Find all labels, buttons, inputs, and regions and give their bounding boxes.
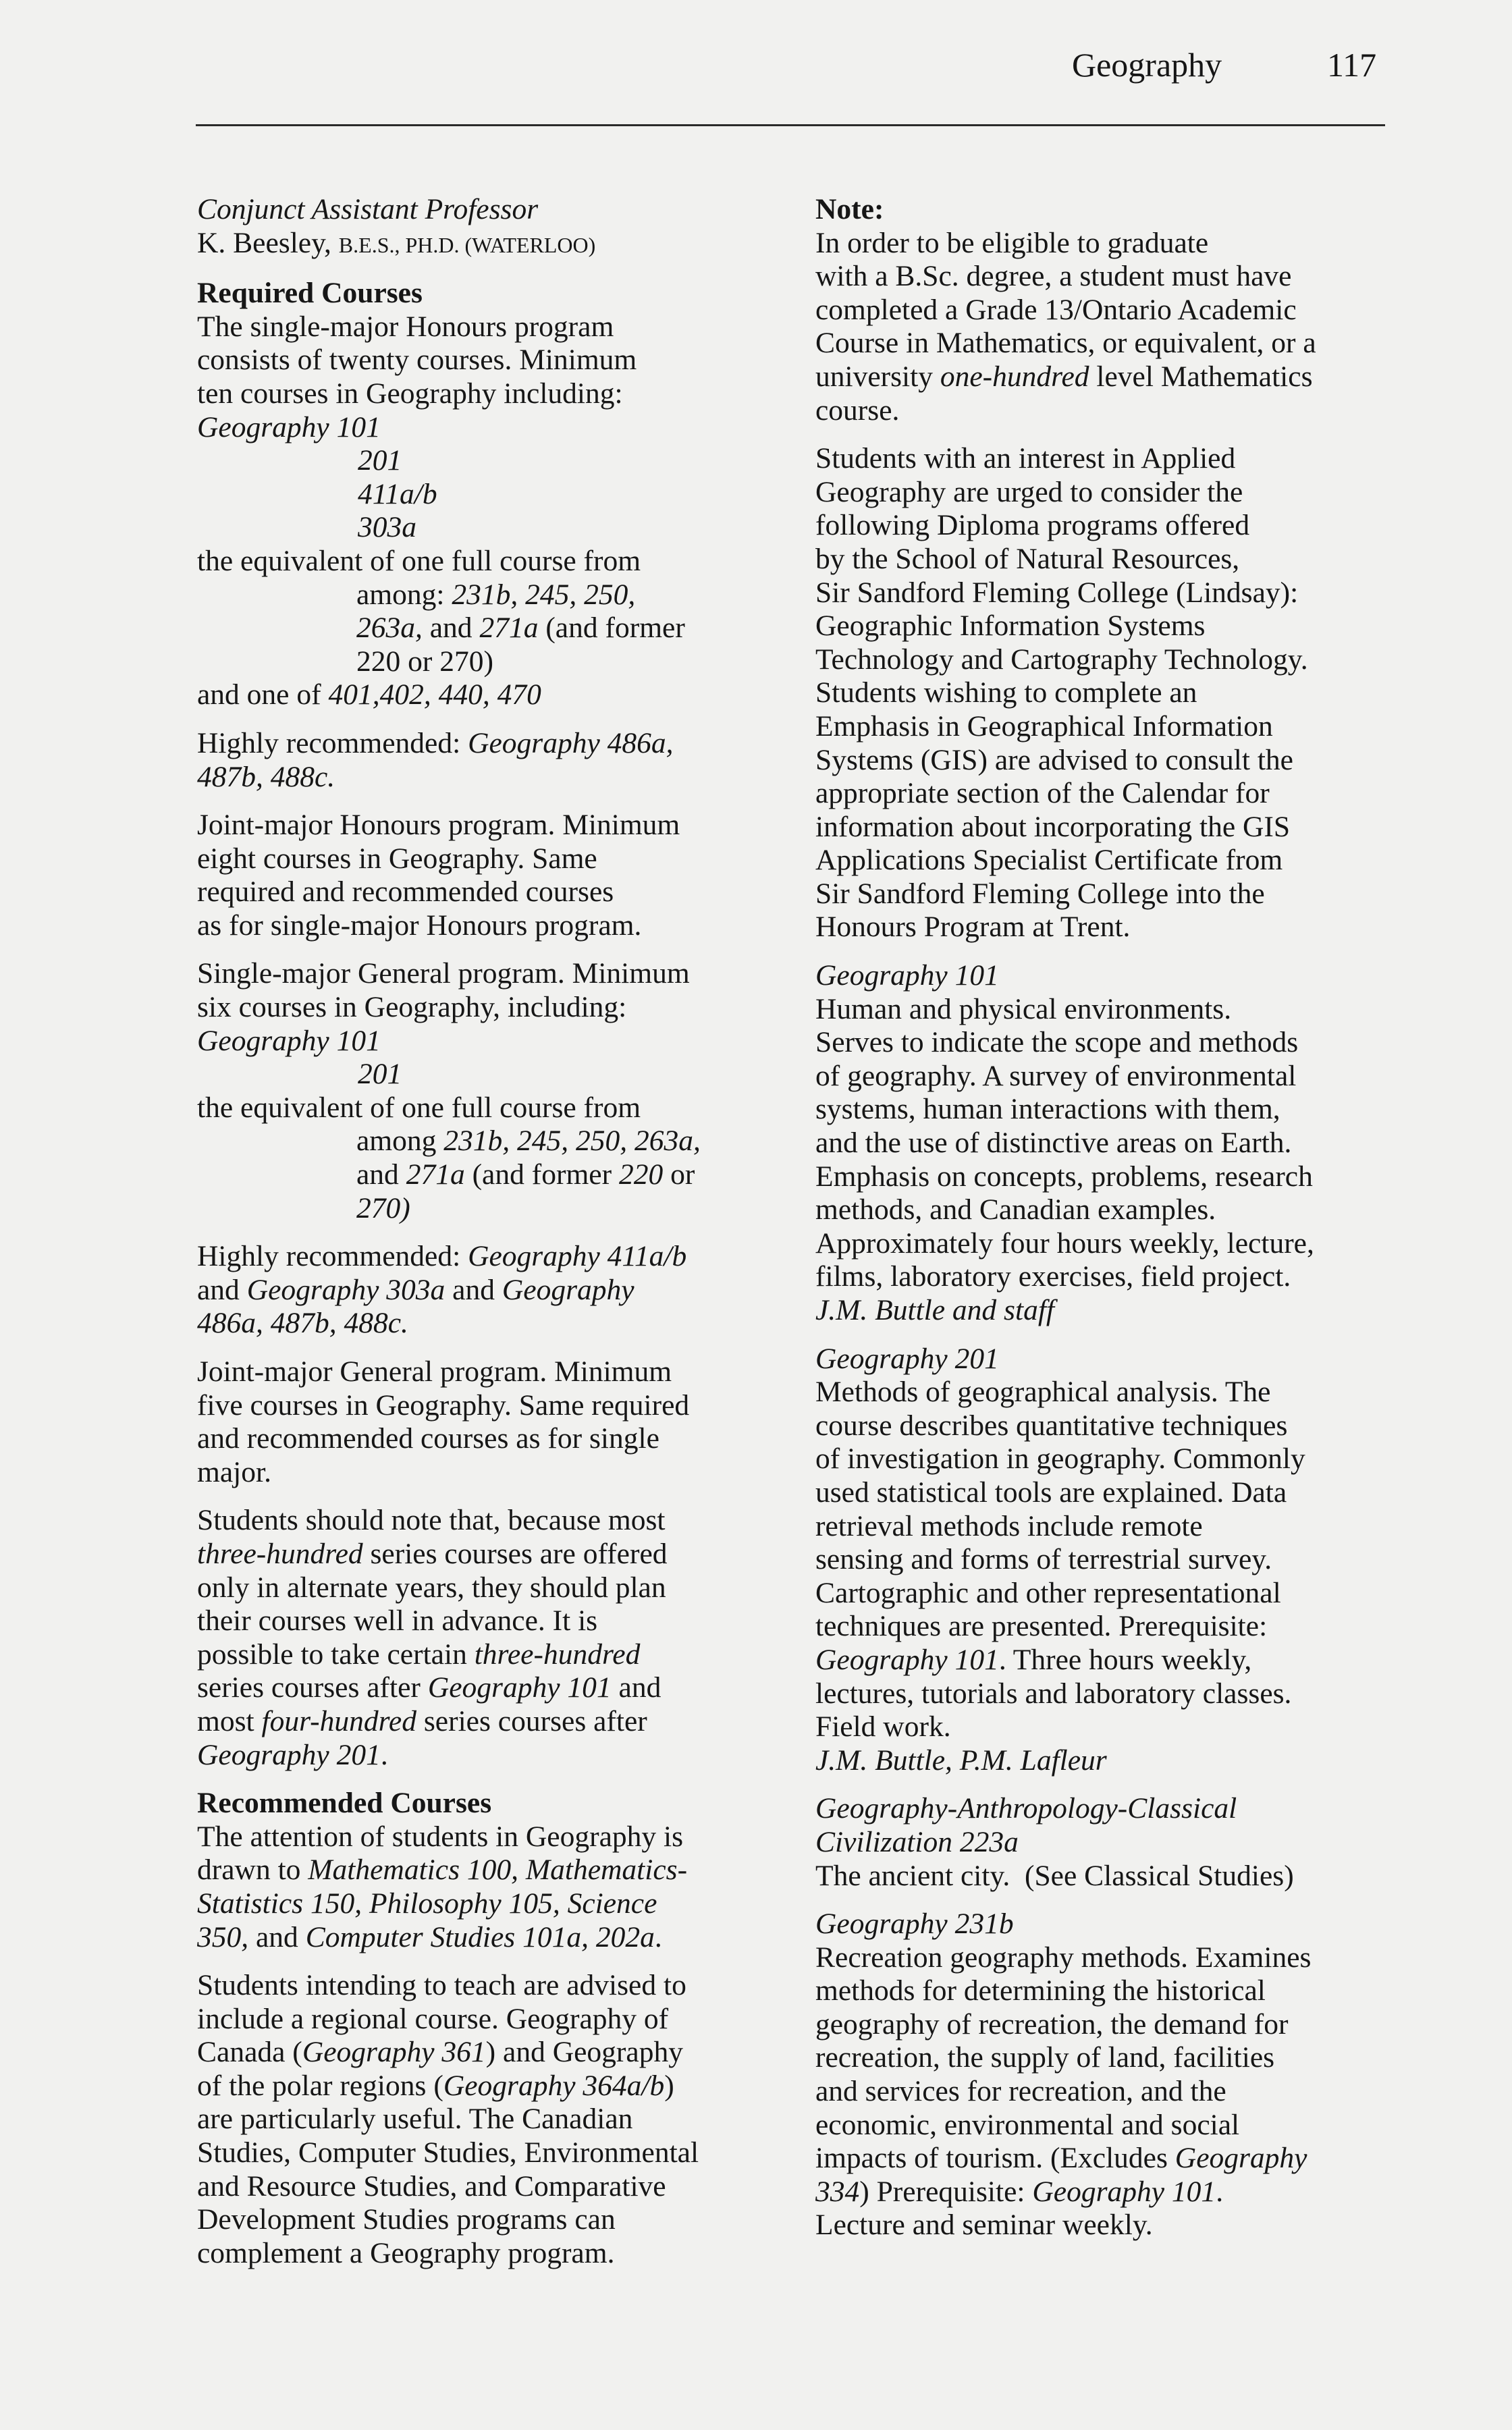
course-title: Geography-Anthropology-Classical: [815, 1792, 1237, 1825]
teaching-advice-paragraph: Students intending to teach are advised to include a regional course. Geography of Canada (Geography 361) and Geography of the polar regions (Geography 364a/b) are particularly useful. The Canadian Studies, Computer Studies, Environmental and Resource Studies, and Comparative Development Studies programs can complement a Geography program.: [197, 1969, 699, 2269]
course-geography-231b: Geography 231b Recreation geography methods. Examines methods for determining the historical geography of recreation, the demand for recreation, the supply of land, facilities and services for recreation, and the economic, environmental and social impacts of tourism. (Excludes Geography 334) Prerequisite: Geography 101. Lecture and seminar weekly.: [815, 1908, 1396, 2242]
course-geography-101: Geography 101 Human and physical environments. Serves to indicate the scope and methods of geography. A survey of environmental systems, human interactions with them, and the use of distinctive areas on Earth. Emphasis on concepts, problems, research methods, and Canadian examples. Approximately four hours weekly, lecture, films, laboratory exercises, field project. J.M. Buttle and staff: [815, 959, 1396, 1328]
course-title: Civilization 223a: [815, 1825, 1019, 1858]
course-geography-223a: Geography-Anthropology-Classical Civilization 223a The ancient city. (See Classical Studies): [815, 1792, 1396, 1893]
required-among-line: 263a, and 271a (and former: [356, 612, 685, 645]
course-title: Geography 231b: [815, 1908, 1014, 1941]
required-intro-line: The single-major Honours program: [197, 310, 614, 343]
applied-geography-paragraph: Students with an interest in Applied Geography are urged to consider the following Diploma programs offered by the School of Natural Resources, Sir Sandford Fleming College (Lindsay): Geographic Information Systems Technology and Cartography Technology. Students wishing to complete an Emphasis in Geographical Information Systems (GIS) are advised to consult the appropriate section of the Calendar for information about incorporating the GIS Applications Specialist Certificate from Sir Sandford Fleming College into the Honours Program at Trent.: [815, 442, 1308, 944]
note-heading: Note:: [815, 193, 884, 225]
required-among-line: 220 or 270): [356, 645, 493, 678]
joint-major-general-paragraph: Joint-major General program. Minimum five courses in Geography. Same required and recommended courses as for single major.: [197, 1355, 690, 1488]
recommended-courses-section: Recommended Courses The attention of students in Geography is drawn to Mathematics 100, Mathematics- Statistics 150, Philosophy 105, Science 350, and Computer Studies 101a, 202a.: [197, 1787, 791, 1954]
faculty-name: K. Beesley, B.E.S., PH.D. (WATERLOO): [197, 226, 596, 259]
note-section: Note: In order to be eligible to graduate with a B.Sc. degree, a student must have completed a Grade 13/Ontario Academic Course in Mathematics, or equivalent, or a university one-hundred level Mathematics course.: [815, 193, 1396, 427]
required-courses-heading: Required Courses: [197, 277, 423, 310]
recommended-courses-heading: Recommended Courses: [197, 1787, 492, 1820]
required-equivalent-line: the equivalent of one full course from: [197, 544, 641, 577]
course-title: Geography 101: [815, 959, 999, 992]
single-major-general-section: Single-major General program. Minimum six courses in Geography, including: Geography 101 201 the equivalent of one full course from among 231b, 245, 250, 263a, and 271a (and former 220 or 270): [197, 957, 791, 1225]
required-course: 303a: [358, 511, 416, 544]
page-number: 117: [1327, 46, 1377, 84]
general-course: Geography 101: [197, 1024, 381, 1057]
three-hundred-series-note: Students should note that, because most three-hundred series courses are offered only in alternate years, they should plan their courses well in advance. It is possible to take certain three-hundred series courses after Geography 101 and most four-hundred series courses after Geography 201.: [197, 1504, 668, 1771]
highly-recommended-general: Highly recommended: Geography 411a/b and Geography 303a and Geography 486a, 487b, 488c.: [197, 1240, 687, 1340]
faculty-role: Conjunct Assistant Professor: [197, 193, 539, 225]
faculty-entry: [197, 193, 791, 262]
course-instructors: J.M. Buttle and staff: [815, 1294, 1054, 1326]
course-instructors: J.M. Buttle, P.M. Lafleur: [815, 1744, 1107, 1777]
required-intro-line: ten courses in Geography including:: [197, 377, 623, 410]
required-one-of-line: and one of 401,402, 440, 470: [197, 678, 541, 711]
general-course: 201: [358, 1058, 402, 1091]
required-course: 201: [358, 444, 402, 477]
header-rule: [196, 124, 1385, 126]
joint-major-honours-paragraph: Joint-major Honours program. Minimum eight courses in Geography. Same required and recommended courses as for single-major Honours program.: [197, 809, 680, 942]
page-header: [0, 0, 1512, 135]
course-geography-201: Geography 201 Methods of geographical analysis. The course describes quantitative techniques of investigation in geography. Commonly used statistical tools are explained. Data retrieval methods include remote sensing and forms of terrestrial survey. Cartographic and other representational techniques are presented. Prerequisite: Geography 101. Three hours weekly, lectures, tutorials and laboratory classes. Field work. J.M. Buttle, P.M. Lafleur: [815, 1343, 1396, 1778]
faculty-credentials: B.E.S., PH.D. (WATERLOO): [338, 232, 596, 257]
highly-recommended-honours: Highly recommended: Geography 486a, 487b, 488c.: [197, 726, 674, 793]
required-among-line: among: 231b, 245, 250,: [356, 578, 636, 611]
required-courses-section: [197, 277, 791, 712]
required-course: 411a/b: [358, 477, 437, 510]
course-title: Geography 201: [815, 1342, 999, 1375]
required-course: Geography 101: [197, 410, 381, 443]
left-column: [197, 193, 791, 2285]
right-column: [815, 193, 1396, 2257]
required-intro-line: consists of twenty courses. Minimum: [197, 344, 637, 377]
running-title: Geography: [1072, 46, 1222, 84]
